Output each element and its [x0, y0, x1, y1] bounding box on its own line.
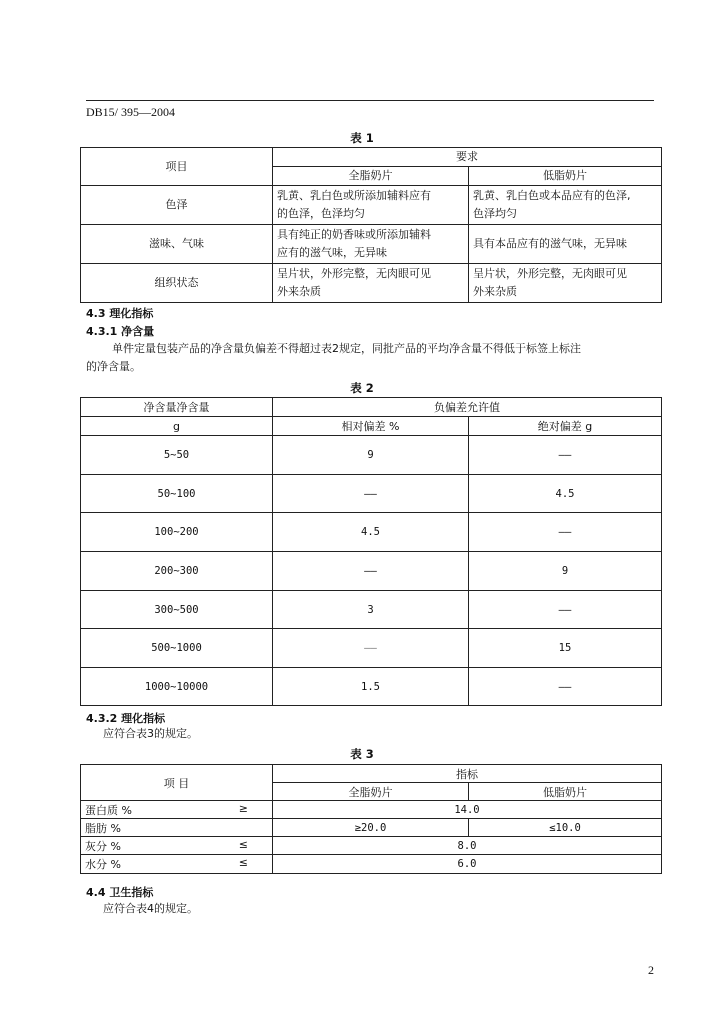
table2-range: 300~500: [81, 591, 273, 629]
table1-full-fat-texture: [273, 264, 469, 303]
section-4-3-heading: 4.3 理化指标: [86, 307, 154, 320]
header-rule: [86, 100, 654, 101]
table2-absolute: ——: [469, 436, 662, 475]
section-4-4-heading: 4.4 卫生指标: [86, 886, 154, 899]
table3-item-protein: [81, 801, 273, 819]
table1-full-fat-color: [273, 186, 469, 225]
table3-value: 8.0: [273, 837, 662, 855]
table1-low-fat-color: [469, 186, 662, 225]
comparison-symbol: ≤: [238, 856, 248, 869]
table2-range: 1000~10000: [81, 668, 273, 706]
table3-col-low-fat: 低脂奶片: [469, 783, 662, 801]
table2-relative: ——: [273, 552, 469, 591]
table-row: [81, 801, 662, 819]
table2-absolute: 15: [469, 629, 662, 668]
table2-absolute: ——: [469, 668, 662, 706]
table2-range: 50~100: [81, 475, 273, 513]
cell-line: 呈片状，外形完整，无肉眼可见: [277, 267, 431, 280]
table-row: [81, 436, 662, 475]
table-row: [81, 475, 662, 513]
table3-value: 6.0: [273, 855, 662, 874]
item-label: 灰分 %: [85, 839, 121, 853]
table1-item-taste: 滋味、气味: [81, 225, 273, 264]
table1: [80, 147, 662, 303]
paragraph-line: 单件定量包装产品的净含量负偏差不得超过表2规定，同批产品的平均净含量不得低于标签上标注: [112, 342, 581, 355]
table3-col-index: 指标: [273, 765, 662, 783]
table3-value-low-fat: ≤10.0: [469, 819, 662, 837]
table2-header-row: [81, 398, 662, 417]
table3-item-fat: [81, 819, 273, 837]
table3-header-row: [81, 765, 662, 783]
table-row: [81, 591, 662, 629]
table-row: [81, 186, 662, 225]
table2-subheader-row: [81, 417, 662, 436]
table2-col-absolute: 绝对偏差 g: [469, 417, 662, 436]
table2-relative: 4.5: [273, 513, 469, 552]
table3-value: 14.0: [273, 801, 662, 819]
page-number: 2: [648, 963, 654, 977]
cell-line: 外来杂质: [277, 285, 321, 298]
table1-col-item: 项目: [81, 148, 273, 186]
table2-relative: ——: [273, 629, 469, 668]
table-row: [81, 819, 662, 837]
table3-col-full-fat: 全脂奶片: [273, 783, 469, 801]
cell-line: 外来杂质: [473, 285, 517, 298]
section-4-3-1-paragraph: [86, 340, 664, 376]
table2-col-net-line2: g: [81, 417, 273, 436]
table2-range: 5~50: [81, 436, 273, 475]
item-label: 脂肪 %: [85, 821, 121, 835]
table3-caption: 表 3: [350, 747, 374, 761]
table2-absolute: 9: [469, 552, 662, 591]
table2-absolute: ——: [469, 513, 662, 552]
table2-relative: 3: [273, 591, 469, 629]
cell-line: 呈片状，外形完整，无肉眼可见: [473, 267, 627, 280]
section-4-4-paragraph: 应符合表4的规定。: [103, 902, 198, 915]
table2-col-tolerance: 负偏差允许值: [273, 398, 662, 417]
table-row: [81, 668, 662, 706]
cell-line: 具有纯正的奶香味或所添加辅料: [277, 228, 431, 241]
table2: [80, 397, 662, 706]
section-4-3-2-paragraph: 应符合表3的规定。: [103, 727, 198, 740]
table2-range: 100~200: [81, 513, 273, 552]
table1-col-full-fat: 全脂奶片: [273, 167, 469, 186]
section-4-3-1-heading: 4.3.1 净含量: [86, 325, 155, 338]
section-4-3-2-heading: 4.3.2 理化指标: [86, 712, 166, 725]
table3: [80, 764, 662, 874]
table2-caption: 表 2: [350, 381, 374, 395]
table2-relative: 9: [273, 436, 469, 475]
comparison-symbol: ≤: [238, 837, 248, 851]
table-row: [81, 225, 662, 264]
cell-line: 乳黄、乳白色或本品应有的色泽,: [473, 189, 631, 202]
cell-line: 色泽均匀: [473, 207, 517, 220]
cell-line: 的色泽，色泽均匀: [277, 207, 365, 220]
table-row: [81, 629, 662, 668]
cell-line: 乳黄、乳白色或所添加辅料应有: [277, 189, 431, 202]
table1-full-fat-taste: [273, 225, 469, 264]
table3-item-ash: [81, 837, 273, 855]
table2-relative: ——: [273, 475, 469, 513]
table-row: [81, 552, 662, 591]
paragraph-line: 的净含量。: [86, 360, 141, 373]
document-code: DB15/ 395—2004: [86, 105, 176, 119]
table2-relative: 1.5: [273, 668, 469, 706]
table1-col-requirement: 要求: [273, 148, 662, 167]
table1-caption: 表 1: [350, 131, 374, 145]
table-row: [81, 855, 662, 874]
item-label: 水分 %: [85, 858, 121, 871]
table1-item-texture: 组织状态: [81, 264, 273, 303]
table3-item-moisture: [81, 855, 273, 874]
table-row: [81, 513, 662, 552]
table1-low-fat-texture: [469, 264, 662, 303]
table2-col-net-line1: 净含量净含量: [81, 398, 273, 417]
table3-value-full-fat: ≥20.0: [273, 819, 469, 837]
table-row: [81, 837, 662, 855]
table1-header-row: [81, 148, 662, 167]
table2-col-relative: 相对偏差 %: [273, 417, 469, 436]
item-label: 蛋白质 %: [85, 803, 132, 817]
table1-low-fat-taste: 具有本品应有的滋气味，无异味: [469, 225, 662, 264]
table2-absolute: 4.5: [469, 475, 662, 513]
cell-line: 应有的滋气味，无异味: [277, 246, 387, 259]
table2-range: 500~1000: [81, 629, 273, 668]
table2-absolute: ——: [469, 591, 662, 629]
table2-range: 200~300: [81, 552, 273, 591]
table-row: [81, 264, 662, 303]
table1-col-low-fat: 低脂奶片: [469, 167, 662, 186]
table1-item-color: 色泽: [81, 186, 273, 225]
comparison-symbol: ≥: [238, 801, 248, 815]
table3-col-item: 项 目: [81, 765, 273, 801]
